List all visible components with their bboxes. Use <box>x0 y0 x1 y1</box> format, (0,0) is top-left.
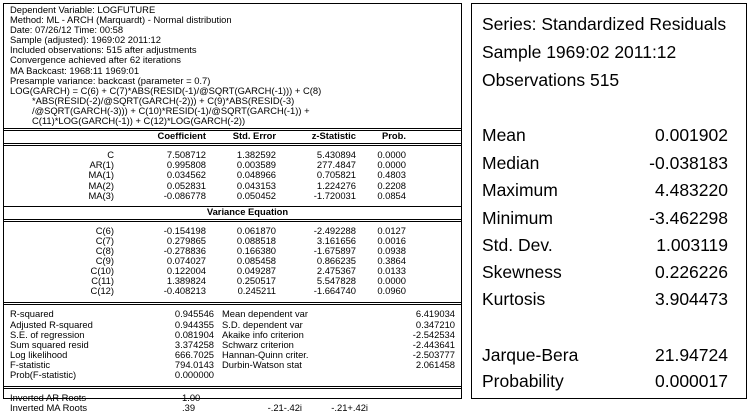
header-line: Method: ML - ARCH (Marquardt) - Normal distribution <box>10 14 232 26</box>
row-var: C(6) <box>95 224 114 236</box>
col-z-statistic: z-Statistic <box>311 130 356 142</box>
stat-label: Median <box>482 153 540 173</box>
stat-value: 0.226226 <box>655 262 728 282</box>
stat-value: -2.542534 <box>412 328 455 340</box>
variance-equation-title: Variance Equation <box>206 205 289 217</box>
row-coef: 7.508712 <box>166 149 206 161</box>
row-var: C <box>107 149 114 161</box>
row-p: 0.0854 <box>377 189 406 201</box>
row-se: 0.088518 <box>236 234 276 246</box>
stat-label: Mean <box>482 125 526 145</box>
stat-label: F-statistic <box>10 358 51 370</box>
header-line: Date: 07/26/12 Time: 00:58 <box>10 24 124 36</box>
col-prob: Prob. <box>382 130 406 142</box>
row-coef: 0.034562 <box>166 169 206 181</box>
stat-value: 0.944355 <box>174 318 214 330</box>
row-p: 0.2208 <box>377 179 406 191</box>
stat-label: Akaike info criterion <box>222 328 304 340</box>
header-line: Dependent Variable: LOGFUTURE <box>10 4 156 15</box>
row-z: 3.161656 <box>316 234 356 246</box>
row-p: 0.0000 <box>377 149 406 161</box>
stat-value: 0.000000 <box>174 369 214 380</box>
stat-label: Skewness <box>482 262 562 282</box>
stat-label: Durbin-Watson stat <box>222 358 302 370</box>
row-coef: -0.408213 <box>163 285 206 297</box>
stat-label: Minimum <box>482 208 553 228</box>
stat-value: 0.001902 <box>655 125 728 145</box>
row-se: 0.049287 <box>236 265 276 277</box>
row-var: MA(3) <box>88 189 114 201</box>
row-z: -1.720031 <box>313 189 356 201</box>
row-se: 0.245211 <box>237 285 276 297</box>
test-label: Jarque-Bera <box>482 345 579 365</box>
stat-label: Maximum <box>482 180 558 200</box>
table-row <box>4 170 461 180</box>
stat-value: 6.419034 <box>415 308 455 320</box>
stat-value: -3.462298 <box>649 208 728 228</box>
stat-value: 0.081904 <box>174 328 214 340</box>
estimation-header <box>4 4 461 126</box>
row-p: 0.0000 <box>377 159 406 171</box>
row-se: 0.003589 <box>236 159 276 171</box>
stat-label: Adjusted R-squared <box>10 318 93 330</box>
residual-statistics-panel <box>471 3 747 399</box>
row-p: 0.0127 <box>377 224 406 236</box>
row-z: -1.675897 <box>313 244 356 256</box>
row-var: AR(1) <box>89 159 114 171</box>
stat-label: Kurtosis <box>482 289 546 309</box>
inverted-roots-table <box>4 393 461 413</box>
row-var: C(8) <box>95 244 114 256</box>
root-value: .39 <box>182 402 196 413</box>
row-p: 0.0016 <box>377 234 406 246</box>
col-coefficient: Coefficient <box>157 130 206 142</box>
table-row <box>4 286 461 296</box>
stat-value: -0.038183 <box>649 153 728 173</box>
row-coef: 1.389824 <box>166 275 206 287</box>
row-z: 5.547828 <box>316 275 356 287</box>
row-coef: 0.279865 <box>166 234 206 246</box>
stat-value: 3.374258 <box>174 338 214 350</box>
col-std-error: Std. Error <box>232 130 276 142</box>
row-z: -2.492288 <box>313 224 356 236</box>
stat-label: Std. Dev. <box>482 235 553 255</box>
roots-label: Inverted AR Roots <box>10 392 87 404</box>
row-z: 2.475367 <box>316 265 356 277</box>
row-se: 1.382592 <box>236 149 276 161</box>
row-p: 0.0000 <box>377 275 406 287</box>
row-se: 0.048966 <box>236 169 276 181</box>
row-se: 0.043153 <box>236 179 276 191</box>
row-coef: -0.278836 <box>163 244 206 256</box>
row-se: 0.166380 <box>236 244 276 256</box>
header-line: LOG(GARCH) = C(6) + C(7)*ABS(RESID(-1)/@SQRT(GARCH(-1))) + C(8) <box>10 84 322 96</box>
series-title: Series: Standardized Residuals <box>482 14 727 34</box>
test-label: Probability <box>482 371 564 391</box>
stat-value: 1.003119 <box>656 235 728 255</box>
row-z: 277.4847 <box>316 159 356 171</box>
row-coef: 0.122004 <box>166 265 206 277</box>
observation-count: Observations 515 <box>482 70 620 90</box>
header-line: Included observations: 515 after adjustments <box>10 44 197 56</box>
row-p: 0.0960 <box>377 285 406 297</box>
row-var: MA(1) <box>88 169 114 181</box>
summary-statistics-table <box>4 309 461 380</box>
row-var: C(7) <box>95 234 114 246</box>
variance-rows <box>4 226 461 297</box>
stat-value: 0.945546 <box>174 308 214 320</box>
header-line: Sample (adjusted): 1969:02 2011:12 <box>10 34 161 46</box>
sample-range: Sample 1969:02 2011:12 <box>482 42 677 62</box>
row-z: 0.705821 <box>316 169 356 181</box>
stat-value: 666.7025 <box>174 348 214 360</box>
stat-label: S.E. of regression <box>10 328 85 340</box>
stat-value: 0.347210 <box>415 318 455 330</box>
stat-value: 794.0143 <box>174 358 214 370</box>
stat-value: 3.904473 <box>655 289 728 309</box>
row-var: C(9) <box>95 255 114 267</box>
row-z: -1.664740 <box>313 285 356 297</box>
stat-label: Prob(F-statistic) <box>10 369 77 380</box>
row-var: C(10) <box>90 265 114 277</box>
stat-label: Hannan-Quinn criter. <box>222 348 309 360</box>
row-var: C(11) <box>91 275 114 287</box>
row-p: 0.4803 <box>377 169 406 181</box>
header-line: /@SQRT(GARCH(-3))) + C(10)*RESID(-1)/@SQRT(GARCH(-1)) + <box>32 104 310 116</box>
stat-value: -2.503777 <box>412 348 455 360</box>
test-value: 0.000017 <box>655 371 728 391</box>
row-se: 0.085458 <box>236 255 276 267</box>
test-value: 21.94724 <box>655 345 728 365</box>
row-var: C(12) <box>90 285 114 297</box>
coefficient-table-header <box>4 131 461 141</box>
stat-label <box>214 370 386 380</box>
estimation-output-panel <box>3 3 462 413</box>
table-row <box>4 403 461 413</box>
stat-label: R-squared <box>10 308 54 320</box>
stat-label: Schwarz criterion <box>222 338 294 350</box>
stat-value: 4.483220 <box>655 180 728 200</box>
stat-label: Mean dependent var <box>222 308 309 320</box>
row-var: MA(2) <box>88 179 114 191</box>
row-coef: -0.086778 <box>163 189 206 201</box>
stat-label: S.D. dependent var <box>222 318 303 330</box>
row-se: 0.050452 <box>236 189 276 201</box>
stat-value <box>386 370 461 380</box>
row-se: 0.061870 <box>236 224 276 236</box>
row-coef: 0.052831 <box>166 179 206 191</box>
header-line: Presample variance: backcast (parameter = 0.7) <box>10 74 211 86</box>
row-coef: 0.995808 <box>166 159 206 171</box>
row-coef: -0.154198 <box>163 224 206 236</box>
row-z: 0.866235 <box>316 255 356 267</box>
row-se: 0.250517 <box>236 275 276 287</box>
row-p: 0.3864 <box>377 255 406 267</box>
header-line: MA Backcast: 1968:11 1969:01 <box>10 64 140 76</box>
header-line: Convergence achieved after 62 iterations <box>10 54 181 66</box>
root-value: -.21+.42i <box>331 402 368 413</box>
coefficient-table <box>4 131 461 141</box>
table-row <box>4 370 461 380</box>
header-line: C(11)*LOG(GARCH(-1)) + C(12)*LOG(GARCH(-2)) <box>32 115 246 127</box>
root-value: 1.00 <box>182 392 201 404</box>
row-p: 0.0938 <box>377 244 406 256</box>
row-z: 1.224276 <box>316 179 356 191</box>
row-p: 0.0133 <box>377 265 406 277</box>
root-value: -.21-.42i <box>267 402 302 413</box>
row-coef: 0.074027 <box>166 255 206 267</box>
row-z: 5.430894 <box>316 149 356 161</box>
stat-value: -2.443641 <box>412 338 455 350</box>
table-row <box>4 191 461 201</box>
roots-label: Inverted MA Roots <box>10 402 88 413</box>
coefficient-rows <box>4 150 461 200</box>
header-line: *ABS(RESID(-2)/@SQRT(GARCH(-2))) + C(9)*ABS(RESID(-3) <box>32 94 295 106</box>
stat-value: 2.061458 <box>415 358 455 370</box>
stat-label: Log likelihood <box>10 348 68 360</box>
stat-label: Sum squared resid <box>10 338 89 350</box>
